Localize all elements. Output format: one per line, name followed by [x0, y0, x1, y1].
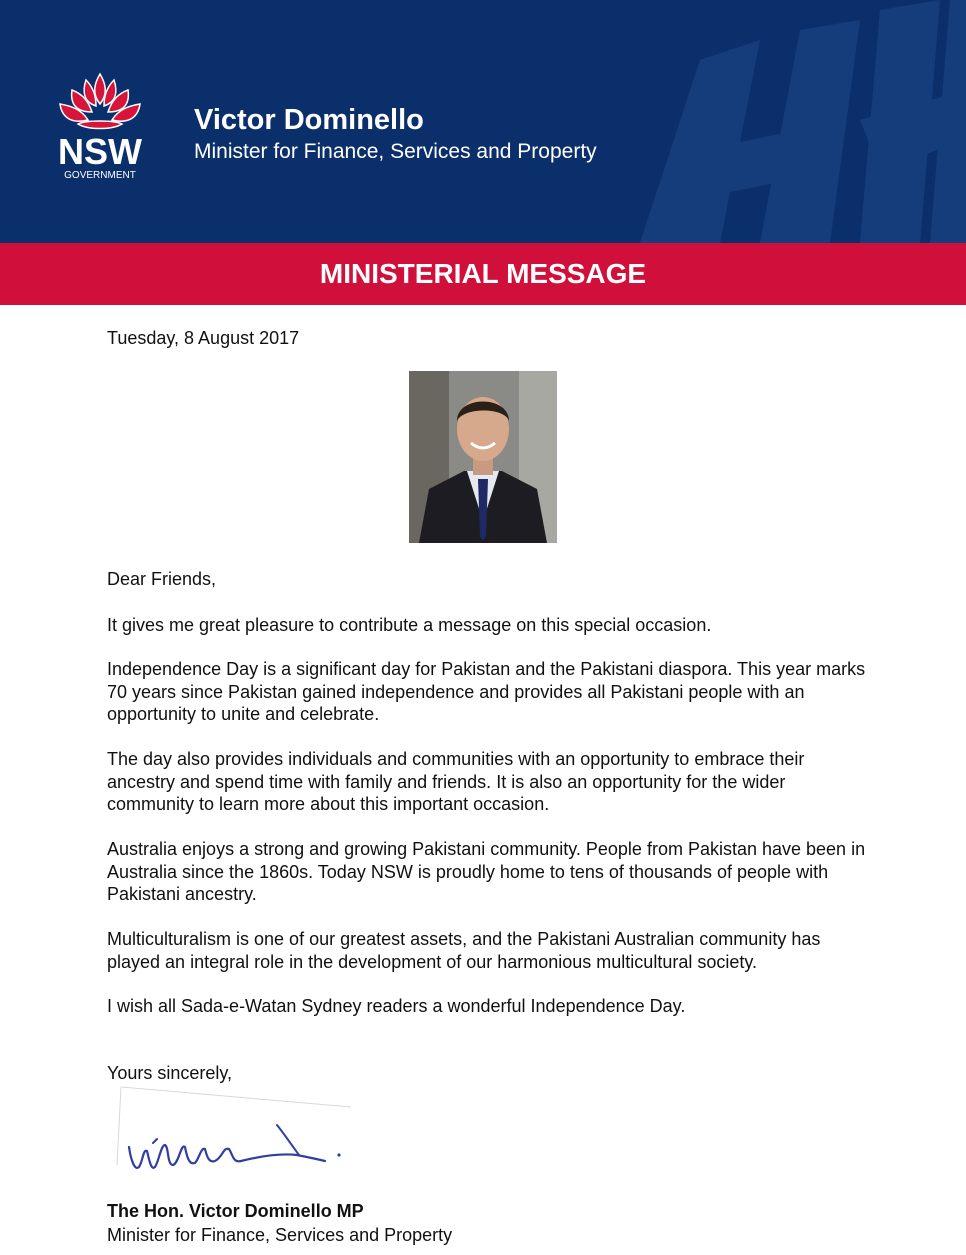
- banner: [0, 243, 966, 305]
- letter-paragraph-6: I wish all Sada-e-Watan Sydney readers a wonderful Independence Day.: [107, 996, 686, 1016]
- banner-title: MINISTERIAL MESSAGE: [319, 258, 647, 289]
- minister-title: Minister for Finance, Services and Property: [194, 140, 597, 163]
- letter-paragraph-5: Multiculturalism is one of our greatest assets, and the Pakistani Australian community has played an integral role in the development of our harmonious multicultural society.: [107, 929, 821, 972]
- minister-name: Victor Dominello: [194, 104, 424, 136]
- letter-paragraph-1: It gives me great pleasure to contribute a message on this special occasion.: [107, 615, 712, 635]
- logo-wordmark: NSW: [58, 131, 142, 172]
- letter-date: Tuesday, 8 August 2017: [107, 328, 300, 348]
- letter-paragraph-4: Australia enjoys a strong and growing Pakistani community. People from Pakistan have been in Australia since the 1860s. Today NSW is proudly home to tens of thousands of people with Pakistani ancestry.: [107, 839, 866, 904]
- letter-paragraph-2: Independence Day is a significant day for Pakistan and the Pakistani diaspora. This year marks 70 years since Pakistan gained independence and provides all Pakistani people with an opportunity to unite and celebrate.: [107, 659, 866, 724]
- signer-name: The Hon. Victor Dominello MP: [107, 1201, 364, 1221]
- nsw-government-logo: [48, 66, 152, 182]
- portrait-photo: [409, 371, 557, 543]
- signer-title: Minister for Finance, Services and Property: [107, 1225, 453, 1245]
- letter-closing: Yours sincerely,: [107, 1063, 233, 1083]
- letterhead: [0, 0, 966, 243]
- waratah-flower-icon: [60, 74, 140, 129]
- logo-subtext: GOVERNMENT: [64, 170, 136, 181]
- handwritten-signature: [107, 1085, 357, 1195]
- letter-date-block: [107, 327, 867, 350]
- letter-salutation: Dear Friends,: [107, 569, 217, 589]
- letter-paragraph-3: The day also provides individuals and communities with an opportunity to embrace their ancestry and spend time with family and friends. It is also an opportunity for the wider community to learn more about this important occasion.: [107, 749, 805, 814]
- minister-portrait: [409, 371, 557, 543]
